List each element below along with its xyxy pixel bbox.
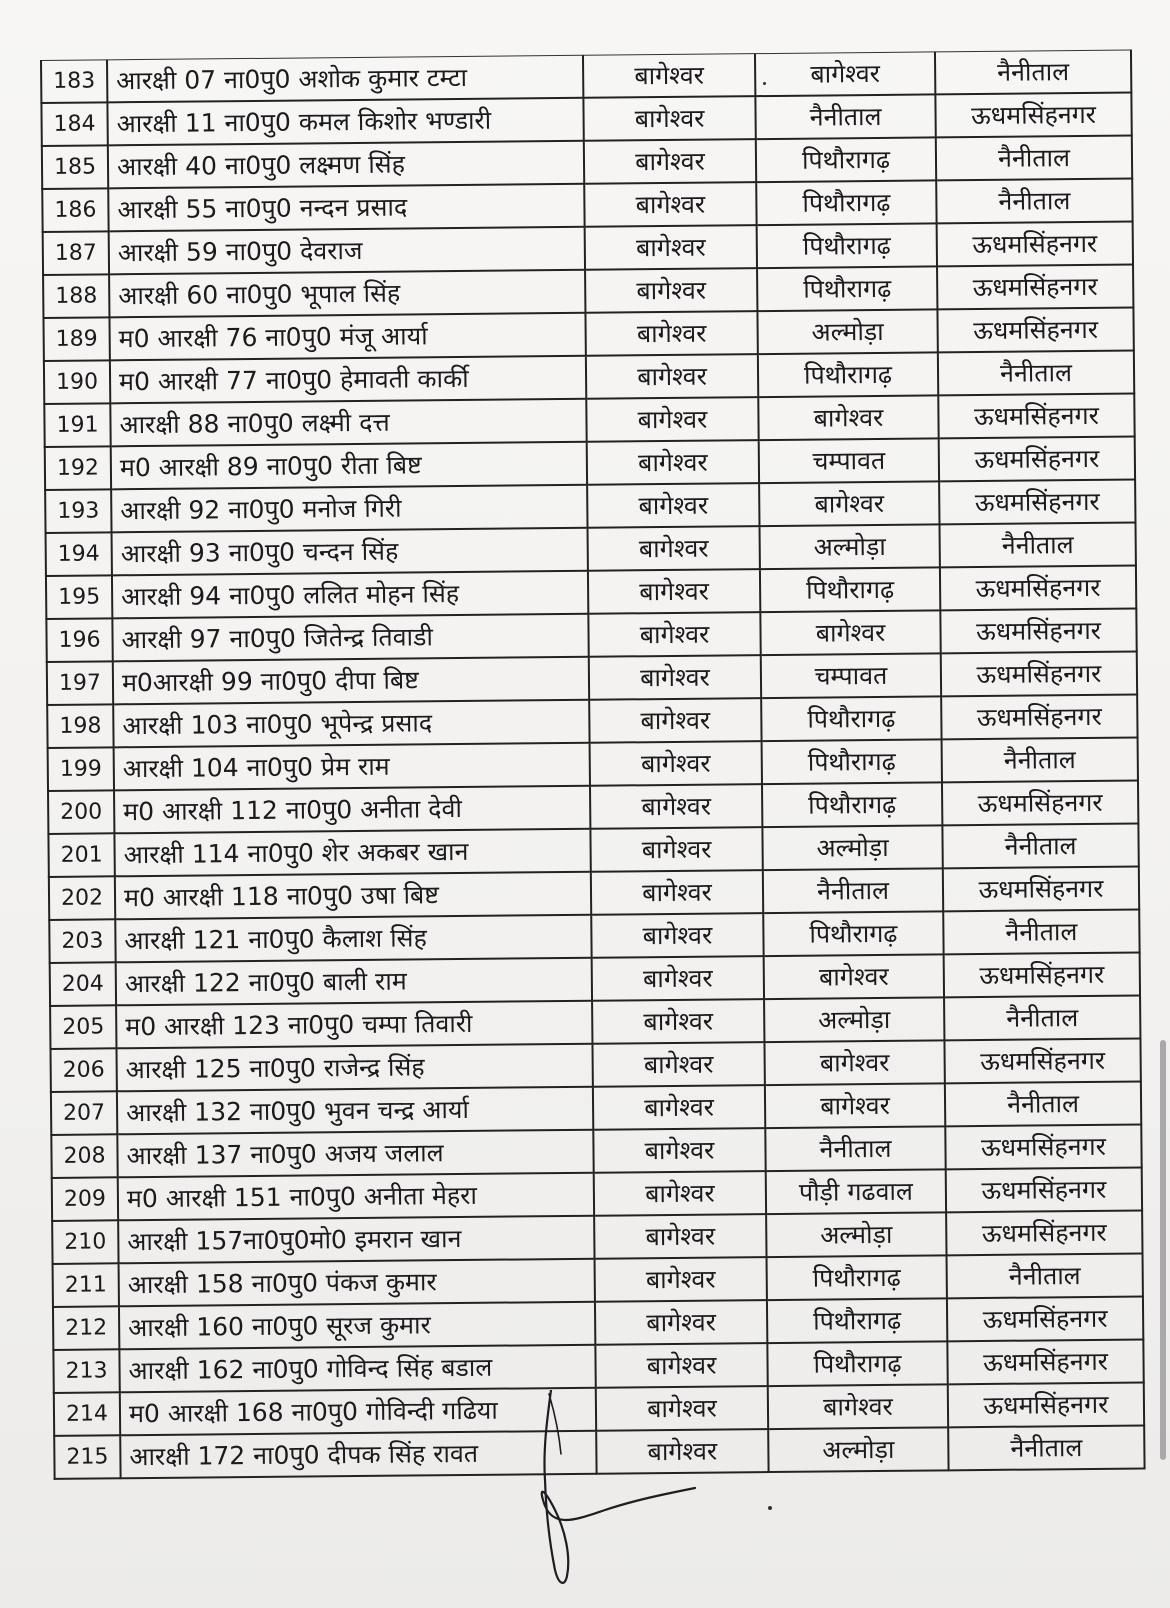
serial-number-cell: 215 — [54, 1435, 120, 1479]
district-cell: बागेश्वर — [588, 526, 760, 571]
serial-number-cell: 192 — [45, 446, 111, 490]
name-cell: आरक्षी 157ना0पु0मो0 इमरान खान — [118, 1216, 594, 1264]
name-cell: आरक्षी 104 ना0पु0 प्रेम राम — [114, 743, 590, 791]
district-cell: बागेश्वर — [759, 481, 939, 526]
district-cell: बागेश्वर — [586, 354, 758, 399]
district-cell: बागेश्वर — [758, 395, 938, 440]
name-cell: आरक्षी 40 ना0पु0 लक्ष्मण सिंह — [108, 141, 584, 189]
district-cell: ऊधमसिंहनगर — [944, 952, 1140, 997]
district-cell: ऊधमसिंहनगर — [947, 1296, 1143, 1341]
name-cell: म0 आरक्षी 118 ना0पु0 उषा बिष्ट — [115, 872, 591, 920]
serial-number-cell: 186 — [42, 188, 108, 232]
scrollbar[interactable] — [1160, 1040, 1166, 1460]
district-cell: बागेश्वर — [583, 54, 755, 98]
district-cell: पौड़ी गढवाल — [766, 1169, 946, 1214]
district-cell: बागेश्वर — [593, 1128, 765, 1173]
name-cell: आरक्षी 125 ना0पु0 राजेन्द्र सिंह — [116, 1044, 592, 1092]
name-cell: आरक्षी 94 ना0पु0 ललित मोहन सिंह — [112, 571, 588, 619]
district-cell: बागेश्वर — [593, 1085, 765, 1130]
serial-number-cell: 184 — [41, 102, 107, 146]
district-cell: ऊधमसिंहनगर — [940, 566, 1136, 611]
serial-number-cell: 200 — [48, 790, 114, 834]
district-cell: अल्मोड़ा — [762, 825, 942, 870]
district-cell: बागेश्वर — [584, 182, 756, 227]
serial-number-cell: 189 — [43, 317, 109, 361]
serial-number-cell: 206 — [50, 1048, 116, 1092]
district-cell: अल्मोड़ा — [764, 997, 944, 1042]
serial-number-cell: 197 — [47, 661, 113, 705]
district-cell: बागेश्वर — [588, 612, 760, 657]
district-cell: बागेश्वर — [587, 483, 759, 528]
district-cell: बागेश्वर — [594, 1214, 766, 1259]
district-cell: नैनीताल — [947, 1253, 1143, 1298]
name-cell: आरक्षी 55 ना0पु0 नन्दन प्रसाद — [108, 184, 584, 232]
name-cell: आरक्षी 132 ना0पु0 भुवन चन्द्र आर्या — [117, 1087, 593, 1135]
district-cell: ऊधमसिंहनगर — [946, 1167, 1142, 1212]
serial-number-cell: 194 — [46, 532, 112, 576]
transfer-roster-table — [40, 50, 1146, 1480]
district-cell: बागेश्वर — [585, 268, 757, 313]
name-cell: आरक्षी 11 ना0पु0 कमल किशोर भण्डारी — [107, 98, 583, 146]
district-cell: ऊधमसिंहनगर — [939, 437, 1135, 482]
district-cell: पिथौरागढ़ — [757, 266, 937, 311]
district-cell: ऊधमसिंहनगर — [943, 866, 1139, 911]
name-cell: आरक्षी 160 ना0पु0 सूरज कुमार — [119, 1302, 595, 1350]
district-cell: बागेश्वर — [764, 954, 944, 999]
serial-number-cell: 199 — [48, 747, 114, 791]
district-cell: नैनीताल — [763, 868, 943, 913]
serial-number-cell: 191 — [44, 403, 110, 447]
name-cell: म0 आरक्षी 89 ना0पु0 रीता बिष्ट — [111, 442, 587, 490]
district-cell: बागेश्वर — [587, 440, 759, 485]
district-cell: बागेश्वर — [768, 1384, 948, 1429]
district-cell: नैनीताल — [945, 1081, 1141, 1126]
signature-icon — [525, 1390, 715, 1590]
serial-number-cell: 188 — [43, 274, 109, 318]
district-cell: बागेश्वर — [591, 870, 763, 915]
name-cell: आरक्षी 103 ना0पु0 भूपेन्द्र प्रसाद — [113, 700, 589, 748]
name-cell: आरक्षी 60 ना0पु0 भूपाल सिंह — [109, 270, 585, 318]
district-cell: बागेश्वर — [594, 1171, 766, 1216]
district-cell: बागेश्वर — [596, 1429, 768, 1474]
serial-number-cell: 212 — [53, 1306, 119, 1350]
district-cell: नैनीताल — [939, 523, 1135, 568]
district-cell: नैनीताल — [755, 94, 935, 139]
district-cell: ऊधमसिंहनगर — [945, 1124, 1141, 1169]
district-cell: पिथौरागढ़ — [767, 1341, 947, 1386]
serial-number-cell: 185 — [42, 145, 108, 189]
serial-number-cell: 187 — [43, 231, 109, 275]
serial-number-cell: 198 — [47, 704, 113, 748]
district-cell: बागेश्वर — [590, 827, 762, 872]
district-cell: बागेश्वर — [589, 655, 761, 700]
name-cell: म0 आरक्षी 151 ना0पु0 अनीता मेहरा — [118, 1173, 594, 1221]
name-cell: आरक्षी 172 ना0पु0 दीपक सिंह रावत — [120, 1431, 596, 1479]
name-cell: म0 आरक्षी 112 ना0पु0 अनीता देवी — [114, 786, 590, 834]
district-cell: ऊधमसिंहनगर — [941, 651, 1137, 696]
name-cell: आरक्षी 114 ना0पु0 शेर अकबर खान — [114, 829, 590, 877]
district-cell: ऊधमसिंहनगर — [946, 1210, 1142, 1255]
district-cell: ऊधमसिंहनगर — [942, 780, 1138, 825]
district-cell: पिथौरागढ़ — [756, 180, 936, 225]
roster-body — [41, 50, 1145, 1479]
district-cell: बागेश्वर — [583, 96, 755, 141]
district-cell: चम्पावत — [759, 438, 939, 483]
serial-number-cell: 202 — [49, 876, 115, 920]
district-cell: ऊधमसिंहनगर — [937, 222, 1133, 267]
district-cell: अल्मोड़ा — [766, 1212, 946, 1257]
district-cell: बागेश्वर — [584, 139, 756, 184]
district-cell: पिथौरागढ़ — [756, 137, 936, 182]
district-cell: बागेश्वर — [595, 1257, 767, 1302]
name-cell: म0आरक्षी 99 ना0पु0 दीपा बिष्ट — [113, 657, 589, 705]
name-cell: आरक्षी 122 ना0पु0 बाली राम — [116, 958, 592, 1006]
district-cell: नैनीताल — [942, 823, 1138, 868]
district-cell: बागेश्वर — [590, 784, 762, 829]
name-cell: आरक्षी 88 ना0पु0 लक्ष्मी दत्त — [110, 399, 586, 447]
district-cell: पिथौरागढ़ — [757, 223, 937, 268]
name-cell: आरक्षी 121 ना0पु0 कैलाश सिंह — [115, 915, 591, 963]
name-cell: आरक्षी 59 ना0पु0 देवराज — [109, 227, 585, 275]
district-cell: ऊधमसिंहनगर — [948, 1382, 1144, 1427]
district-cell: ऊधमसिंहनगर — [947, 1339, 1143, 1384]
serial-number-cell: 203 — [49, 919, 115, 963]
district-cell: बागेश्वर — [755, 52, 935, 96]
district-cell: बागेश्वर — [585, 225, 757, 270]
serial-number-cell: 190 — [44, 360, 110, 404]
district-cell: नैनीताल — [943, 909, 1139, 954]
district-cell: पिथौरागढ़ — [758, 352, 938, 397]
name-cell: आरक्षी 137 ना0पु0 अजय जलाल — [117, 1130, 593, 1178]
district-cell: बागेश्वर — [592, 999, 764, 1044]
name-cell: म0 आरक्षी 76 ना0पु0 मंजू आर्या — [109, 313, 585, 361]
district-cell: पिथौरागढ़ — [761, 696, 941, 741]
district-cell: ऊधमसिंहनगर — [939, 480, 1135, 525]
district-cell: ऊधमसिंहनगर — [937, 265, 1133, 310]
name-cell: आरक्षी 93 ना0पु0 चन्दन सिंह — [112, 528, 588, 576]
serial-number-cell: 208 — [51, 1134, 117, 1178]
district-cell: ऊधमसिंहनगर — [938, 394, 1134, 439]
district-cell: चम्पावत — [761, 653, 941, 698]
district-cell: अल्मोड़ा — [757, 309, 937, 354]
district-cell: बागेश्वर — [760, 610, 940, 655]
serial-number-cell: 183 — [41, 60, 107, 103]
district-cell: बागेश्वर — [592, 956, 764, 1001]
district-cell: पिथौरागढ़ — [767, 1298, 947, 1343]
district-cell: बागेश्वर — [590, 741, 762, 786]
name-cell: आरक्षी 162 ना0पु0 गोविन्द सिंह बडाल — [119, 1345, 595, 1393]
serial-number-cell: 207 — [51, 1091, 117, 1135]
name-cell: आरक्षी 07 ना0पु0 अशोक कुमार टम्टा — [107, 55, 583, 102]
district-cell: ऊधमसिंहनगर — [940, 609, 1136, 654]
district-cell: ऊधमसिंहनगर — [935, 93, 1131, 138]
district-cell: बागेश्वर — [595, 1300, 767, 1345]
district-cell: पिथौरागढ़ — [763, 911, 943, 956]
district-cell: पिथौरागढ़ — [762, 782, 942, 827]
serial-number-cell: 210 — [52, 1220, 118, 1264]
scan-speck — [768, 1506, 772, 1510]
name-cell: आरक्षी 92 ना0पु0 मनोज गिरी — [111, 485, 587, 533]
name-cell: म0 आरक्षी 77 ना0पु0 हेमावती कार्की — [110, 356, 586, 404]
district-cell: बागेश्वर — [592, 1042, 764, 1087]
district-cell: बागेश्वर — [588, 569, 760, 614]
serial-number-cell: 214 — [54, 1392, 120, 1436]
district-cell: बागेश्वर — [589, 698, 761, 743]
district-cell: ऊधमसिंहनगर — [937, 308, 1133, 353]
district-cell: अल्मोड़ा — [760, 524, 940, 569]
serial-number-cell: 211 — [53, 1263, 119, 1307]
district-cell: ऊधमसिंहनगर — [941, 694, 1137, 739]
district-cell: नैनीताल — [936, 136, 1132, 181]
district-cell: नैनीताल — [942, 737, 1138, 782]
district-cell: बागेश्वर — [765, 1083, 945, 1128]
serial-number-cell: 195 — [46, 575, 112, 619]
district-cell: पिथौरागढ़ — [762, 739, 942, 784]
district-cell: पिथौरागढ़ — [760, 567, 940, 612]
district-cell: बागेश्वर — [764, 1040, 944, 1085]
district-cell: नैनीताल — [948, 1425, 1144, 1470]
serial-number-cell: 209 — [52, 1177, 118, 1221]
district-cell: नैनीताल — [944, 995, 1140, 1040]
name-cell: आरक्षी 158 ना0पु0 पंकज कुमार — [119, 1259, 595, 1307]
district-cell: बागेश्वर — [585, 311, 757, 356]
name-cell: म0 आरक्षी 123 ना0पु0 चम्पा तिवारी — [116, 1001, 592, 1049]
name-cell: म0 आरक्षी 168 ना0पु0 गोविन्दी गढिया — [120, 1388, 596, 1436]
district-cell: बागेश्वर — [595, 1343, 767, 1388]
serial-number-cell: 204 — [50, 962, 116, 1006]
serial-number-cell: 205 — [50, 1005, 116, 1049]
district-cell: बागेश्वर — [596, 1386, 768, 1431]
district-cell: बागेश्वर — [591, 913, 763, 958]
district-cell: अल्मोड़ा — [768, 1427, 948, 1472]
district-cell: ऊधमसिंहनगर — [944, 1038, 1140, 1083]
district-cell: पिथौरागढ़ — [767, 1255, 947, 1300]
serial-number-cell: 213 — [53, 1349, 119, 1393]
serial-number-cell: 196 — [46, 618, 112, 662]
district-cell: नैनीताल — [936, 179, 1132, 224]
serial-number-cell: 201 — [48, 833, 114, 877]
district-cell: नैनीताल — [765, 1126, 945, 1171]
district-cell: नैनीताल — [935, 50, 1131, 94]
district-cell: नैनीताल — [938, 351, 1134, 396]
name-cell: आरक्षी 97 ना0पु0 जितेन्द्र तिवाडी — [112, 614, 588, 662]
scan-speck — [763, 82, 766, 85]
serial-number-cell: 193 — [45, 489, 111, 533]
district-cell: बागेश्वर — [586, 397, 758, 442]
